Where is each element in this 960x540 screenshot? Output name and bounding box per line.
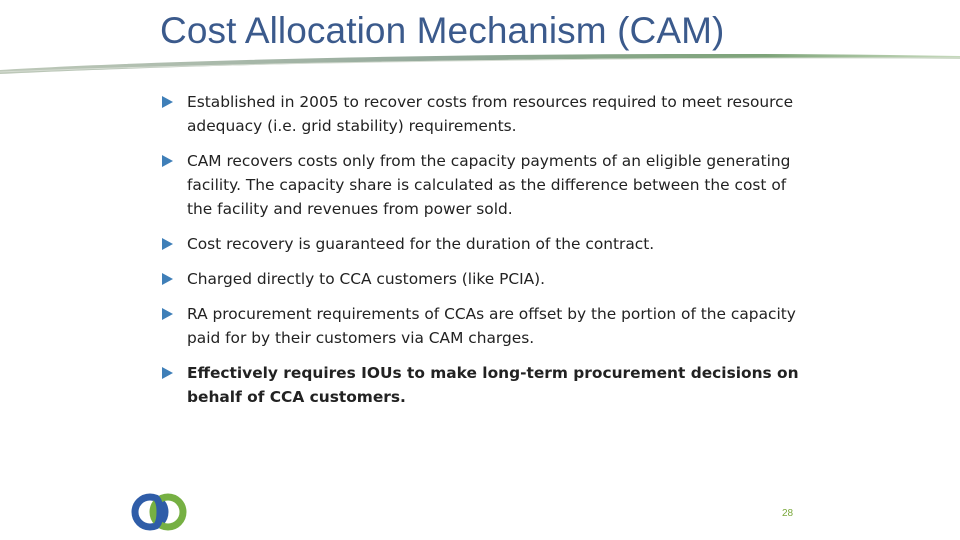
bullet-item xyxy=(162,267,802,291)
bullet-item xyxy=(162,232,802,256)
interlocking-rings-logo-icon xyxy=(130,492,188,532)
bullet-text: CAM recovers costs only from the capacity payments of an eligible generating facility. The capacity share is calculated as the difference between the cost of the facility and revenues from power sold. xyxy=(187,152,791,218)
bullet-text: RA procurement requirements of CCAs are offset by the portion of the capacity paid for by their customers via CAM charges. xyxy=(187,305,796,347)
bullet-arrow-icon xyxy=(162,238,173,250)
bullet-text: Effectively requires IOUs to make long-term procurement decisions on behalf of CCA customers. xyxy=(187,364,799,406)
bullet-text: Established in 2005 to recover costs from resources required to meet resource adequacy (i.e. grid stability) requirements. xyxy=(187,93,794,135)
bullet-text: Cost recovery is guaranteed for the duration of the contract. xyxy=(187,235,655,253)
bullet-arrow-icon xyxy=(162,308,173,320)
bullet-arrow-icon xyxy=(162,367,173,379)
title-underline-swoosh xyxy=(0,52,960,82)
bullet-arrow-icon xyxy=(162,96,173,108)
bullet-text: Charged directly to CCA customers (like PCIA). xyxy=(187,270,546,288)
bullet-item xyxy=(162,149,802,221)
page-number: 28 xyxy=(782,508,794,519)
bullet-item-emphasis xyxy=(162,361,802,409)
bullet-arrow-icon xyxy=(162,273,173,285)
bullet-item xyxy=(162,90,802,138)
bullet-arrow-icon xyxy=(162,155,173,167)
slide-title: Cost Allocation Mechanism (CAM) xyxy=(160,10,725,51)
bullet-list xyxy=(162,90,802,409)
bullet-item xyxy=(162,302,802,350)
